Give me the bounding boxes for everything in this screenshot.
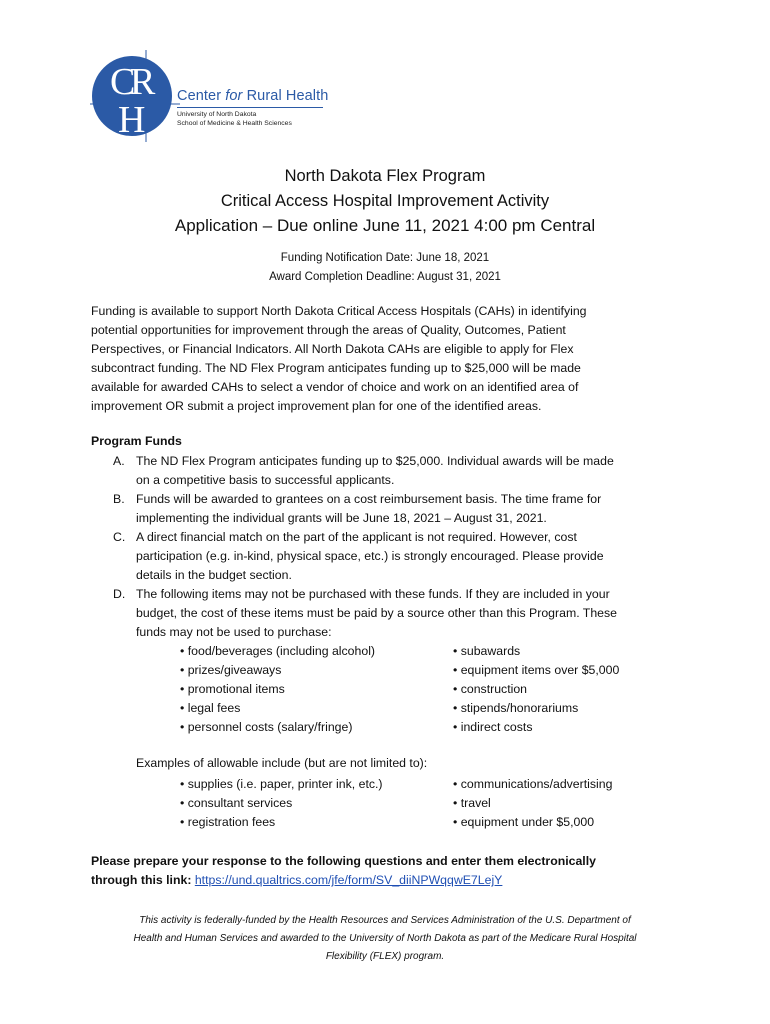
- list-item: B. Funds will be awarded to grantees on a cost reimbursement basis. The time frame for implementing the individual grants will be June 18, 2021 – August 31, 2021.: [113, 492, 602, 525]
- notification-date: Funding Notification Date: June 18, 2021: [280, 252, 490, 264]
- list-item: • personnel costs (salary/fringe): [180, 720, 353, 734]
- svg-text:C: C: [110, 61, 136, 103]
- allowable-examples-label: Examples of allowable include (but are not limited to):: [136, 756, 428, 770]
- intro-line: Funding is available to support North Dakota Critical Access Hospitals (CAHs) in identifying: [91, 304, 587, 318]
- svg-text:H: H: [118, 99, 146, 141]
- intro-line: potential opportunities for improvement through the areas of Quality, Outcomes, Patient: [91, 323, 566, 337]
- list-marker: D.: [113, 587, 126, 601]
- list-marker: A.: [113, 454, 125, 468]
- instructions-text: through this link:: [91, 873, 195, 887]
- qualtrics-form-link[interactable]: https://und.qualtrics.com/jfe/form/SV_diiNPWqqwE7LejY: [194, 873, 503, 887]
- allowable-items-left: [180, 775, 383, 832]
- list-item: • equipment under $5,000: [453, 815, 595, 829]
- list-item: C. A direct financial match on the part of the applicant is not required. However, cost participation (e.g. in-kind, physical space, etc.) is strongly encouraged. Please provide details in the budget section.: [113, 530, 604, 582]
- list-item: • supplies (i.e. paper, printer ink, etc.): [180, 777, 383, 791]
- list-marker: B.: [113, 492, 125, 506]
- list-marker: C.: [113, 530, 126, 544]
- footnote-line: Health and Human Services and awarded to the University of North Dakota as part of the Medicare Rural Hospital: [133, 933, 637, 944]
- program-funds-list: [91, 452, 617, 642]
- intro-line: Perspectives, or Financial Indicators. All North Dakota CAHs are eligible to apply for Flex: [91, 342, 574, 356]
- unallowable-items-left: [180, 642, 375, 737]
- list-item: • stipends/honorariums: [453, 701, 579, 715]
- list-item: A. The ND Flex Program anticipates funding up to $25,000. Individual awards will be made on a competitive basis to successful applicants.: [113, 454, 614, 487]
- svg-text:R: R: [130, 61, 156, 103]
- logo-divider: [177, 107, 323, 108]
- list-item: • registration fees: [180, 815, 276, 829]
- completion-deadline: Award Completion Deadline: August 31, 2021: [269, 271, 501, 283]
- instructions-text: Please prepare your response to the following questions and enter them electronically: [91, 854, 596, 868]
- footnote-line: This activity is federally-funded by the Health Resources and Services Administration of the U.S. Department of: [139, 915, 631, 926]
- intro-line: improvement OR submit a project improvement plan for one of the identified areas.: [91, 399, 542, 413]
- list-item: • equipment items over $5,000: [453, 663, 620, 677]
- program-funds-heading: Program Funds: [91, 434, 182, 448]
- logo-school: School of Medicine & Health Sciences: [177, 119, 292, 127]
- response-instructions: [91, 852, 596, 890]
- program-title: North Dakota Flex Program: [284, 167, 486, 185]
- intro-line: subcontract funding. The ND Flex Program anticipates funding up to $25,000 will be made: [91, 361, 581, 375]
- list-item: • subawards: [453, 644, 521, 658]
- key-dates: [0, 249, 770, 287]
- list-item: D. The following items may not be purchased with these funds. If they are included in your budget, the cost of these items must be paid by a source other than this Program. These funds may not be used to purchase:: [113, 587, 617, 639]
- intro-line: available for awarded CAHs to select a vendor of choice and work on an identified area of: [91, 380, 579, 394]
- funding-footnote: [0, 912, 770, 966]
- list-item: • legal fees: [180, 701, 241, 715]
- logo-organization-name: Center for Rural Health: [177, 88, 329, 104]
- list-item: • promotional items: [180, 682, 285, 696]
- logo-university: University of North Dakota: [177, 111, 257, 118]
- list-item: • consultant services: [180, 796, 293, 810]
- intro-paragraph: [91, 302, 681, 416]
- footnote-line: Flexibility (FLEX) program.: [325, 951, 445, 962]
- unallowable-items-right: [453, 642, 619, 737]
- activity-title: Critical Access Hospital Improvement Activity: [220, 192, 550, 210]
- list-item: • construction: [453, 682, 528, 696]
- application-due-heading: Application – Due online June 11, 2021 4:00 pm Central: [174, 216, 596, 235]
- crh-logo: [90, 48, 330, 143]
- list-item: • prizes/giveaways: [180, 663, 282, 677]
- crh-seal-icon: [90, 48, 180, 143]
- list-item: • communications/advertising: [453, 777, 613, 791]
- list-item: • travel: [453, 796, 491, 810]
- list-item: • indirect costs: [453, 720, 533, 734]
- list-item: • food/beverages (including alcohol): [180, 644, 376, 658]
- allowable-items-right: [453, 775, 612, 832]
